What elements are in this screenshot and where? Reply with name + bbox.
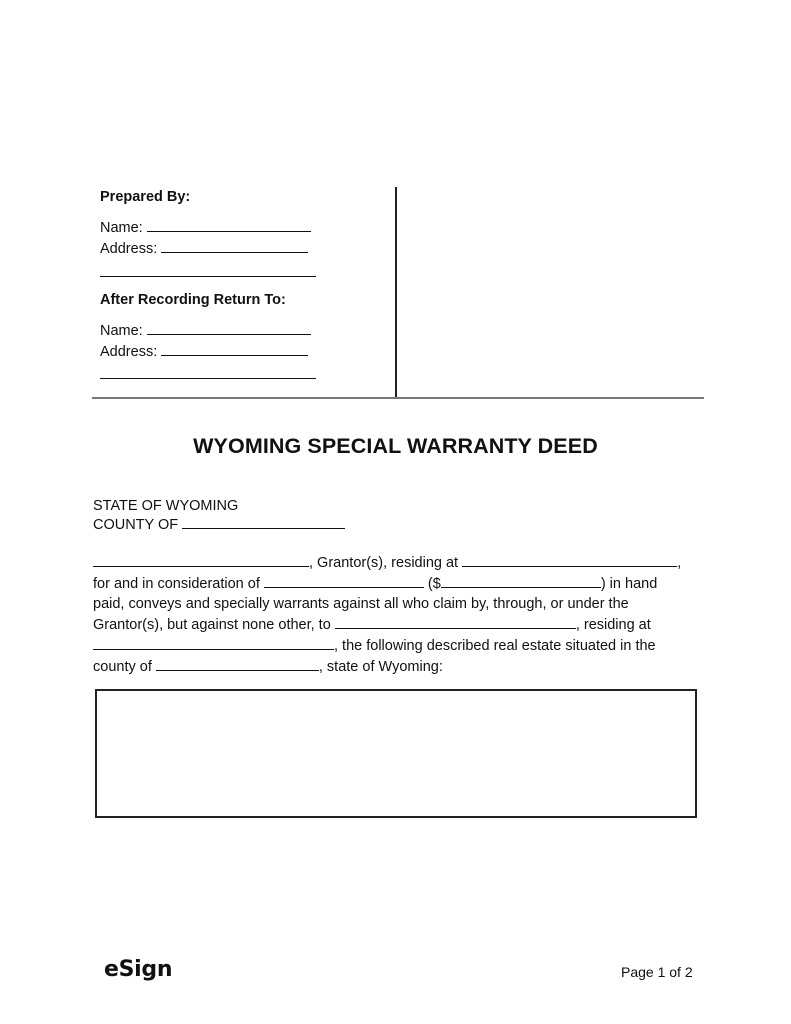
return-to-name-label: Name:: [100, 323, 143, 339]
state-of-wyoming-text: , state of Wyoming:: [318, 659, 443, 675]
county-of-text: county of: [93, 659, 152, 675]
grantee-name-field[interactable]: [335, 614, 576, 629]
return-to-address-line2-field[interactable]: [100, 378, 316, 379]
state-line: STATE OF WYOMING: [93, 498, 239, 514]
none-other-text: Grantor(s), but against none other, to: [93, 617, 331, 633]
property-county-field[interactable]: [156, 656, 319, 671]
return-to-address-label: Address:: [100, 344, 158, 360]
county-label: COUNTY OF: [93, 517, 179, 533]
prepared-by-name-row: [100, 217, 311, 238]
prepared-by-heading: Prepared By:: [100, 189, 191, 205]
grantee-address-field[interactable]: [93, 635, 334, 650]
grantor-name-field[interactable]: [93, 552, 309, 567]
header-vertical-divider: [395, 187, 397, 398]
body-line-1: [93, 552, 681, 573]
body-line-3: paid, conveys and specially warrants against all who claim by, through, or under the: [93, 596, 629, 612]
body-line-4: [93, 614, 651, 635]
return-to-name-field[interactable]: [147, 320, 311, 335]
return-to-name-row: [100, 320, 311, 341]
legal-description-box[interactable]: [95, 689, 697, 818]
prepared-by-name-field[interactable]: [147, 217, 311, 232]
residing-at-text: , residing at: [575, 617, 651, 633]
dollar-open-text: ($: [427, 576, 441, 592]
document-title: WYOMING SPECIAL WARRANTY DEED: [193, 434, 598, 458]
county-field[interactable]: [182, 514, 345, 529]
prepared-by-address-field[interactable]: [161, 238, 308, 253]
grantor-text: , Grantor(s), residing at: [309, 555, 459, 571]
prepared-by-name-label: Name:: [100, 220, 143, 236]
grantor-address-field[interactable]: [462, 552, 677, 567]
following-text: , the following described real estate situated in the: [334, 638, 656, 654]
prepared-by-address-row: [100, 238, 308, 259]
esign-logo: eSign: [104, 957, 173, 982]
consideration-text: for and in consideration of: [93, 576, 260, 592]
consideration-words-field[interactable]: [264, 573, 424, 588]
header-horizontal-divider: [92, 397, 704, 399]
page-number: Page 1 of 2: [621, 964, 693, 980]
prepared-by-address-label: Address:: [100, 241, 158, 257]
comma-text: ,: [677, 555, 682, 571]
prepared-by-address-line2-field[interactable]: [100, 276, 316, 277]
return-to-address-field[interactable]: [161, 341, 308, 356]
return-to-address-row: [100, 341, 308, 362]
in-hand-text: ) in hand: [600, 576, 658, 592]
consideration-amount-field[interactable]: [441, 573, 601, 588]
county-row: [93, 514, 345, 535]
body-line-5: [93, 635, 656, 656]
return-to-heading: After Recording Return To:: [100, 292, 286, 308]
body-line-2: [93, 573, 657, 594]
body-line-6: [93, 656, 443, 677]
